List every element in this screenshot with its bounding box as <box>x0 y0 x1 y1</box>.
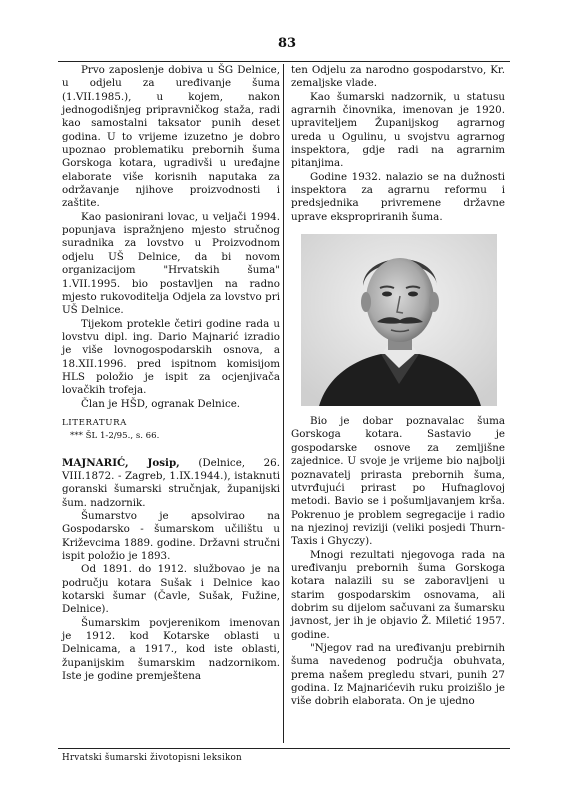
paragraph: Kao pasionirani lovac, u veljači 1994. popunjava ispražnjeno mjesto stručnog suradnika za lovstvo u Proizvodnom odjelu UŠ Delnice, da bi novom organizacijom "Hrvatskih šuma" 1.VII.1995. bio postavljen na radno mjesto rukovoditelja Odjela za lovstvo pri UŠ Delnice. <box>62 210 280 317</box>
paragraph: "Njegov rad na uređivanju prebirnih šuma navedenog područja obuhvata, prema našem pregledu stvari, punih 27 godina. Iz Majnarićevih ruku proizišlo je više dobrih elaborata. On je ujedno <box>291 641 505 708</box>
portrait-photo <box>301 234 497 406</box>
literature-heading: LITERATURA <box>62 417 127 428</box>
right-column <box>291 64 505 709</box>
bottom-rule <box>58 748 510 749</box>
paragraph: Bio je dobar poznavalac šuma Gorskoga kotara. Sastavio je gospodarske osnove za zemljišne zajednice. U svoje je vrijeme bio najbolji poznavatelj prirasta prebornih šuma, utvrđujući prirast po Hufnaglovoj metodi. Bavio se i pošumljavanjem krša. Pokrenuo je problem segregacije i radio na njezinoj reviziji (veliki posjedi Thurn-Taxis i Ghyczy). <box>291 415 505 548</box>
entry-intro: (Delnice, 26. VIII.1872. - Zagreb, 1.IX.1944.), istaknuti goranski šumarski stručnjak, županijski šum. nadzornik. <box>62 456 281 509</box>
top-rule <box>58 61 510 62</box>
page-number: 83 <box>277 36 297 51</box>
entry-name: MAJNARIĆ, Josip, <box>62 456 180 469</box>
paragraph: ten Odjelu za narodno gospodarstvo, Kr. zemaljske vlade. <box>291 64 505 90</box>
paragraph: Godine 1932. nalazio se na dužnosti inspektora za agrarnu reformu i predsjednika privremene državne uprave ekspropriranih šuma. <box>291 170 505 223</box>
literature-reference: *** ŠL 1-2/95., s. 66. <box>70 431 160 442</box>
running-footer: Hrvatski šumarski životopisni leksikon <box>62 753 242 763</box>
paragraph: Tijekom protekle četiri godine rada u lovstvu dipl. ing. Dario Majnarić izradio je više lovnogospodarskih osnova, a 18.XII.1996. pred ispitnom komisijom HLS položio je ispit za ocjenjivača lovačkih trofeja. <box>62 317 280 397</box>
left-column <box>62 64 280 683</box>
column-divider <box>283 64 284 743</box>
paragraph: Od 1891. do 1912. službovao je na području kotara Sušak i Delnice kao kotarski šumar (Čavle, Sušak, Fužine, Delnice). <box>62 563 280 616</box>
paragraph: Član je HŠD, ogranak Delnice. <box>81 397 241 410</box>
portrait-image <box>301 234 497 406</box>
paragraph: Kao šumarski nadzornik, u statusu agrarnih činovnika, imenovan je 1920. upraviteljem Županijskog agrarnog ureda u Ogulinu, u svojstvu agrarnog inspektora, gdje radi na agrarnim pitanjima. <box>291 90 505 170</box>
paragraph: Prvo zaposlenje dobiva u ŠG Delnice, u odjelu za uređivanje šuma (1.VII.1985.), u kojem, nakon jednogodišnjeg pripravničkog staža, radi kao samostalni taksator punih deset godina. U to vrijeme izuzetno je dobro upoznao problematiku prebornih šuma Gorskoga kotara, ugradivši u uređajne elaborate više korisnih naputaka za održavanje njihove proizvodnosti i zaštite. <box>62 64 280 210</box>
entry-header <box>62 457 280 510</box>
paragraph: Šumarskim povjerenikom imenovan je 1912. kod Kotarske oblasti u Delnicama, a 1917., kod iste oblasti, županijskim šumarskim nadzornikom. Iste je godine premještena <box>62 616 280 683</box>
paragraph: Šumarstvo je apsolvirao na Gospodarsko - šumarskom učilištu u Križevcima 1889. godine. Državni stručni ispit položio je 1893. <box>62 510 280 563</box>
paragraph: Mnogi rezultati njegovoga rada na uređivanju prebornih šuma Gorskoga kotara nalazili su se zaboravljeni u starim gospodarskim osnovama, ali dobrim su dijelom sačuvani za šumarsku javnost, jer ih je objavio Ž. Miletić 1957. godine. <box>291 548 505 641</box>
